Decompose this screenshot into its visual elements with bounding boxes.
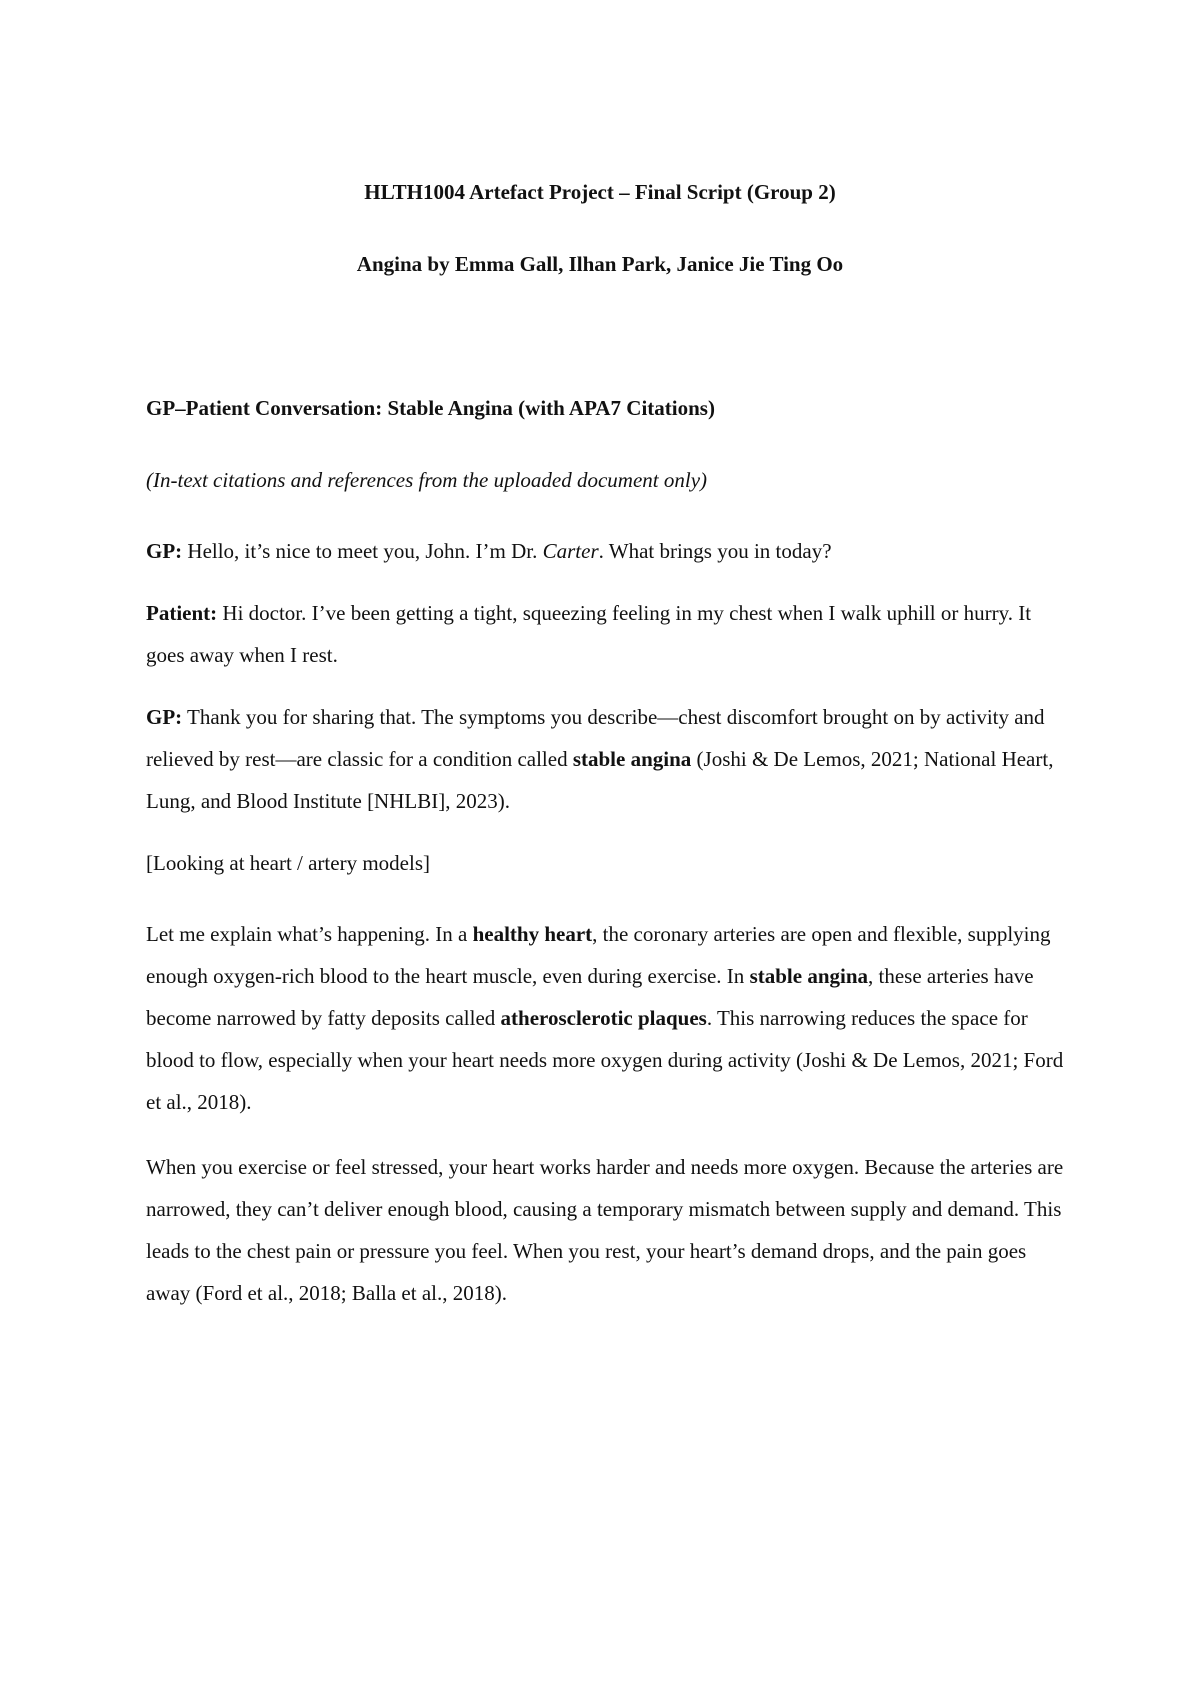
- document-subtitle: Angina by Emma Gall, Ilhan Park, Janice Jie Ting Oo: [356, 252, 844, 276]
- document-title: HLTH1004 Artefact Project – Final Script (Group 2): [364, 180, 836, 204]
- stage-direction: [Looking at heart / artery models]: [146, 851, 430, 875]
- doctor-name: Carter: [542, 539, 599, 563]
- paragraph-text: . This narrowing reduces the space for blood to flow, especially when your heart needs more oxygen during activity (Joshi & De Lemos, 2021; Ford et al., 2018).: [146, 1006, 1064, 1114]
- bold-term: stable angina: [749, 964, 869, 988]
- dialogue-patient-complaint: [146, 592, 1066, 676]
- dialogue-text: . What brings you in today?: [598, 539, 832, 563]
- section-note: (In-text citations and references from the uploaded document only): [146, 468, 708, 492]
- bold-term: atherosclerotic plaques: [500, 1006, 707, 1030]
- bold-term: healthy heart: [472, 922, 593, 946]
- dialogue-text: (Joshi & De Lemos, 2021; National Heart, Lung, and Blood Institute [NHLBI], 2023).: [146, 747, 1054, 813]
- dialogue-gp-explanation: [146, 696, 1066, 822]
- speaker-label: Patient:: [146, 601, 218, 625]
- paragraph-text: , these arteries have become narrowed by fatty deposits called: [146, 964, 1034, 1030]
- section-heading: GP–Patient Conversation: Stable Angina (with APA7 Citations): [146, 396, 715, 420]
- dialogue-text: Hello, it’s nice to meet you, John. I’m Dr.: [182, 539, 543, 563]
- dialogue-text: Thank you for sharing that. The symptoms you describe—chest discomfort brought on by activity and relieved by rest—are classic for a condition called: [146, 705, 1045, 771]
- speaker-label: GP:: [146, 539, 183, 563]
- paragraph-text: , the coronary arteries are open and flexible, supplying enough oxygen-rich blood to the heart muscle, even during exercise. In: [146, 922, 1051, 988]
- explanation-paragraph: [146, 913, 1066, 1123]
- speaker-label: GP:: [146, 705, 183, 729]
- dialogue-text: Hi doctor. I’ve been getting a tight, squeezing feeling in my chest when I walk uphill or hurry. It goes away when I rest.: [146, 601, 1032, 667]
- bold-term: stable angina: [572, 747, 692, 771]
- dialogue-gp-greeting: [146, 530, 1066, 572]
- paragraph-text: Let me explain what’s happening. In a: [146, 922, 473, 946]
- mechanism-paragraph: When you exercise or feel stressed, your heart works harder and needs more oxygen. Because the arteries are narrowed, they can’t deliver enough blood, causing a temporary mismatch between supply and demand. This leads to the chest pain or pressure you feel. When you rest, your heart’s demand drops, and the pain goes away (Ford et al., 2018; Balla et al., 2018).: [146, 1155, 1064, 1305]
